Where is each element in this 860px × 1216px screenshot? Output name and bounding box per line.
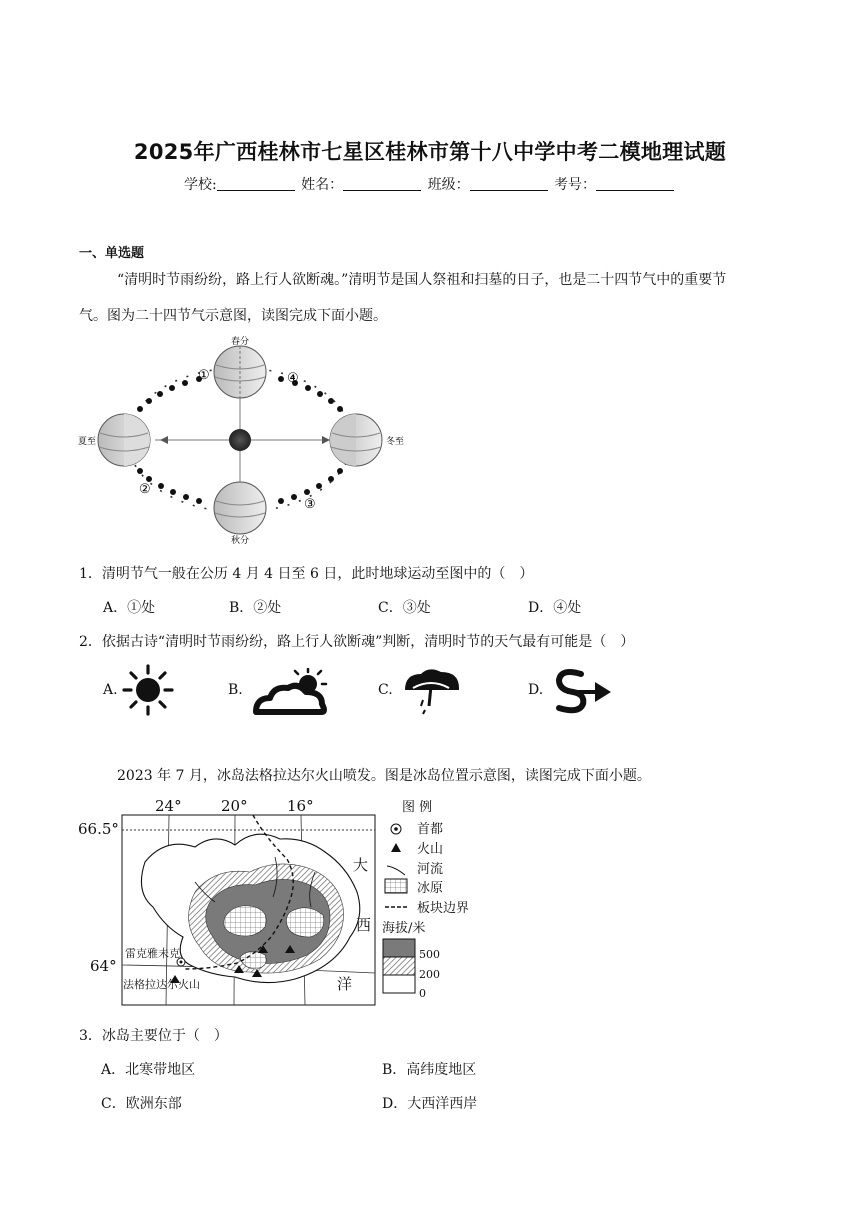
school-label: 学校: bbox=[183, 177, 217, 193]
q1-option-b[interactable]: B．②处 bbox=[229, 600, 282, 616]
label-autumn: 秋分 bbox=[230, 536, 250, 546]
partly-cloudy-icon bbox=[252, 668, 332, 716]
name-field[interactable] bbox=[343, 176, 421, 191]
q2-option-c[interactable]: C. bbox=[378, 682, 393, 698]
passage-1-line-1: “清明时节雨纷纷，路上行人欲断魂。”清明节是国人祭祖和扫墓的日子，也是二十四节气中的重要节 bbox=[117, 272, 727, 288]
legend-elev-200: 200 bbox=[419, 968, 440, 981]
q3-option-c[interactable]: C．欧洲东部 bbox=[101, 1096, 182, 1112]
capital-label: 雷克雅未克 bbox=[125, 947, 180, 960]
lon-20-label: 20° bbox=[221, 797, 248, 815]
earth-spring bbox=[214, 346, 266, 398]
legend-capital: 首都 bbox=[417, 822, 444, 837]
sun-icon bbox=[229, 429, 251, 451]
legend-volcano: 火山 bbox=[417, 842, 444, 857]
exam-title: 2025年广西桂林市七星区桂林市第十八中学中考二模地理试题 bbox=[133, 140, 727, 164]
question-1: 1．清明节气一般在公历 4 月 4 日至 6 日，此时地球运动至图中的（ ） bbox=[79, 566, 534, 582]
q1-option-d[interactable]: D．④处 bbox=[528, 600, 582, 616]
section-heading: 一、单选题 bbox=[79, 246, 145, 261]
q3-option-d[interactable]: D．大西洋西岸 bbox=[382, 1096, 478, 1112]
legend-ice: 冰原 bbox=[417, 881, 444, 896]
class-field[interactable] bbox=[470, 176, 548, 191]
rain-umbrella-icon bbox=[401, 666, 463, 716]
marker-2: ② bbox=[139, 482, 151, 497]
school-field[interactable] bbox=[217, 176, 295, 191]
q2-option-a[interactable]: A. bbox=[103, 682, 118, 698]
earth-summer bbox=[98, 414, 150, 466]
label-spring: 春分 bbox=[230, 337, 250, 347]
map-legend bbox=[382, 800, 469, 1000]
legend-title: 图 例 bbox=[402, 800, 433, 815]
marker-1: ① bbox=[198, 368, 210, 383]
q2-option-b[interactable]: B. bbox=[228, 682, 243, 698]
name-label: 姓名： bbox=[301, 177, 344, 193]
passage-1-line-2: 气。图为二十四节气示意图，读图完成下面小题。 bbox=[79, 308, 387, 324]
marker-4: ④ bbox=[287, 371, 299, 386]
marker-3: ③ bbox=[304, 497, 316, 512]
solar-terms-diagram bbox=[75, 335, 410, 547]
earth-autumn bbox=[214, 482, 266, 534]
q1-option-a[interactable]: A．①处 bbox=[103, 600, 156, 616]
question-3: 3．冰岛主要位于（ ） bbox=[79, 1028, 228, 1044]
q3-option-a[interactable]: A．北寒带地区 bbox=[101, 1062, 196, 1078]
lat-64-label: 64° bbox=[90, 957, 117, 975]
iceland-map bbox=[75, 797, 480, 1009]
lat-66-5-label: 66.5° bbox=[78, 820, 119, 838]
wind-icon bbox=[551, 666, 615, 716]
legend-elev-500: 500 bbox=[419, 948, 440, 961]
lon-16-label: 16° bbox=[287, 797, 314, 815]
legend-plate: 板块边界 bbox=[417, 901, 470, 916]
exam-no-label: 考号： bbox=[554, 177, 597, 193]
sun-icon bbox=[119, 664, 177, 716]
lon-24-label: 24° bbox=[155, 797, 182, 815]
exam-no-field[interactable] bbox=[596, 176, 674, 191]
label-winter: 冬至 bbox=[386, 437, 405, 447]
ice-cap-2 bbox=[286, 908, 323, 937]
q2-option-d[interactable]: D. bbox=[528, 682, 544, 698]
legend-elev-0: 0 bbox=[419, 987, 426, 1000]
legend-elevation-title: 海拔/米 bbox=[382, 921, 426, 936]
volcano-label: 法格拉达尔火山 bbox=[123, 978, 200, 991]
label-summer: 夏至 bbox=[78, 437, 97, 447]
student-info-row bbox=[0, 174, 860, 194]
earth-winter bbox=[330, 414, 382, 466]
ocean-label-2: 西 bbox=[356, 916, 372, 934]
q1-option-c[interactable]: C．③处 bbox=[378, 600, 431, 616]
ocean-label-3: 洋 bbox=[337, 975, 353, 993]
question-2: 2．依据古诗“清明时节雨纷纷，路上行人欲断魂”判断，清明时节的天气最有可能是（ ） bbox=[79, 634, 635, 650]
passage-2: 2023 年 7 月，冰岛法格拉达尔火山喷发。图是冰岛位置示意图，读图完成下面小题。 bbox=[117, 768, 651, 784]
ocean-label-1: 大 bbox=[353, 856, 369, 874]
class-label: 班级： bbox=[427, 177, 470, 193]
q3-option-b[interactable]: B．高纬度地区 bbox=[382, 1062, 477, 1078]
legend-river: 河流 bbox=[417, 862, 444, 877]
